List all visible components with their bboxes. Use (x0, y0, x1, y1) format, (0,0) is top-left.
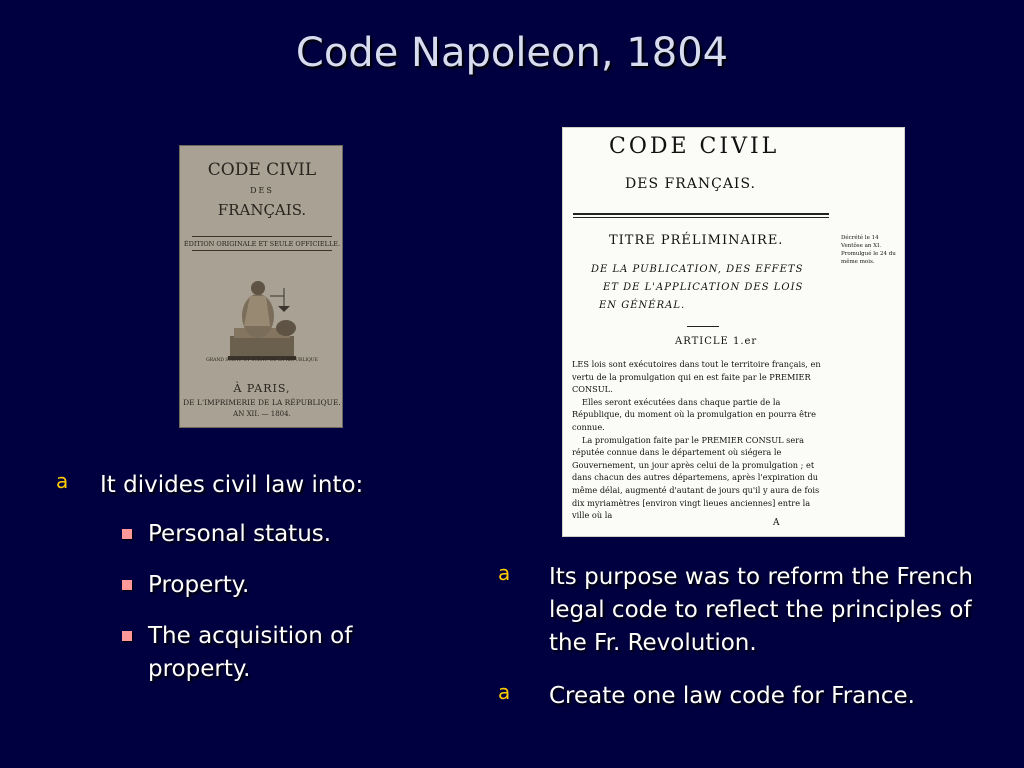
sub-bullet-property (122, 569, 412, 602)
cover-printer: DE L'IMPRIMERIE DE LA RÉPUBLIQUE. (183, 398, 341, 407)
document-subtitle: DES FRANÇAIS. (625, 176, 756, 192)
document-paragraph: La promulgation faite par le PREMIER CONSUL sera réputée connue dans le département où siégera le Gouvernement, un jour après celui de la promulgation ; et dans chacun des autres départemens, après l'expiration du même délai, augmenté d'autant de jours qu'il y aura de fois dix myriamètres [environ vingt lieues anciennes] entre la ville où la (572, 434, 820, 521)
document-rule (687, 326, 719, 327)
bullet-text: Create one law code for France. (549, 683, 915, 709)
document-section: TITRE PRÉLIMINAIRE. (609, 233, 784, 248)
cover-des: DES (250, 186, 274, 195)
document-paragraph: Elles seront exécutées dans chaque partie de la République, du moment où la promulgation en pourra être connue. (572, 396, 817, 432)
document-heading-line1: DE LA PUBLICATION, DES EFFETS (591, 264, 804, 275)
sub-bullet-text: Property. (148, 572, 250, 598)
document-rule (573, 213, 829, 215)
seated-figure-vignette (210, 266, 314, 366)
sub-bullet-personal-status (122, 518, 412, 551)
bullet-marker: a (498, 680, 511, 704)
cover-francais: FRANÇAIS. (217, 201, 307, 219)
sub-bullet-marker (122, 580, 132, 590)
document-rule (573, 217, 829, 218)
bullet-divides (56, 469, 436, 502)
cover-title: CODE CIVIL (207, 160, 317, 180)
bullet-text: It divides civil law into: (100, 472, 364, 498)
bullet-marker: a (56, 469, 69, 493)
cover-edition: ÉDITION ORIGINALE ET SEULE OFFICIELLE. (183, 240, 341, 248)
slide-title: Code Napoleon, 1804 (295, 30, 729, 76)
document-title: CODE CIVIL (609, 134, 780, 159)
bullet-marker: a (498, 561, 511, 585)
sub-bullet-marker (122, 529, 132, 539)
cover-vignette-caption: GRAND SCEAU ET SCEAU DE LA RÉPUBLIQUE (206, 358, 318, 363)
sub-bullet-marker (122, 631, 132, 641)
cover-rule (192, 250, 332, 251)
cover-city: À PARIS, (233, 382, 291, 395)
code-civil-first-page-image (562, 127, 905, 537)
document-side-note: Décrété le 14 Ventôse an XI. Promulgué le 24 du même mois. (841, 235, 896, 265)
bullet-text: Its purpose was to reform the French legal code to reflect the principles of the Fr. Revolution. (549, 564, 973, 656)
document-signature-mark: A (773, 518, 780, 528)
sub-bullet-text: Personal status. (148, 521, 332, 547)
document-heading-line2: ET DE L'APPLICATION DES LOIS (603, 282, 804, 293)
cover-year: AN XII. — 1804. (233, 410, 291, 418)
code-civil-cover-image (179, 145, 343, 428)
document-heading-line3: EN GÉNÉRAL. (599, 300, 686, 311)
document-body (572, 358, 827, 522)
bullet-purpose (498, 561, 998, 660)
sub-bullet-acquisition (122, 620, 412, 686)
document-paragraph: LES lois sont exécutoires dans tout le territoire français, en vertu de la promulgation qui en est faite par le PREMIER CONSUL. (572, 359, 821, 395)
cover-rule (192, 236, 332, 237)
bullet-one-law-code (498, 680, 998, 713)
document-article: ARTICLE 1.er (675, 336, 758, 347)
sub-bullet-text: The acquisition of property. (148, 623, 353, 682)
